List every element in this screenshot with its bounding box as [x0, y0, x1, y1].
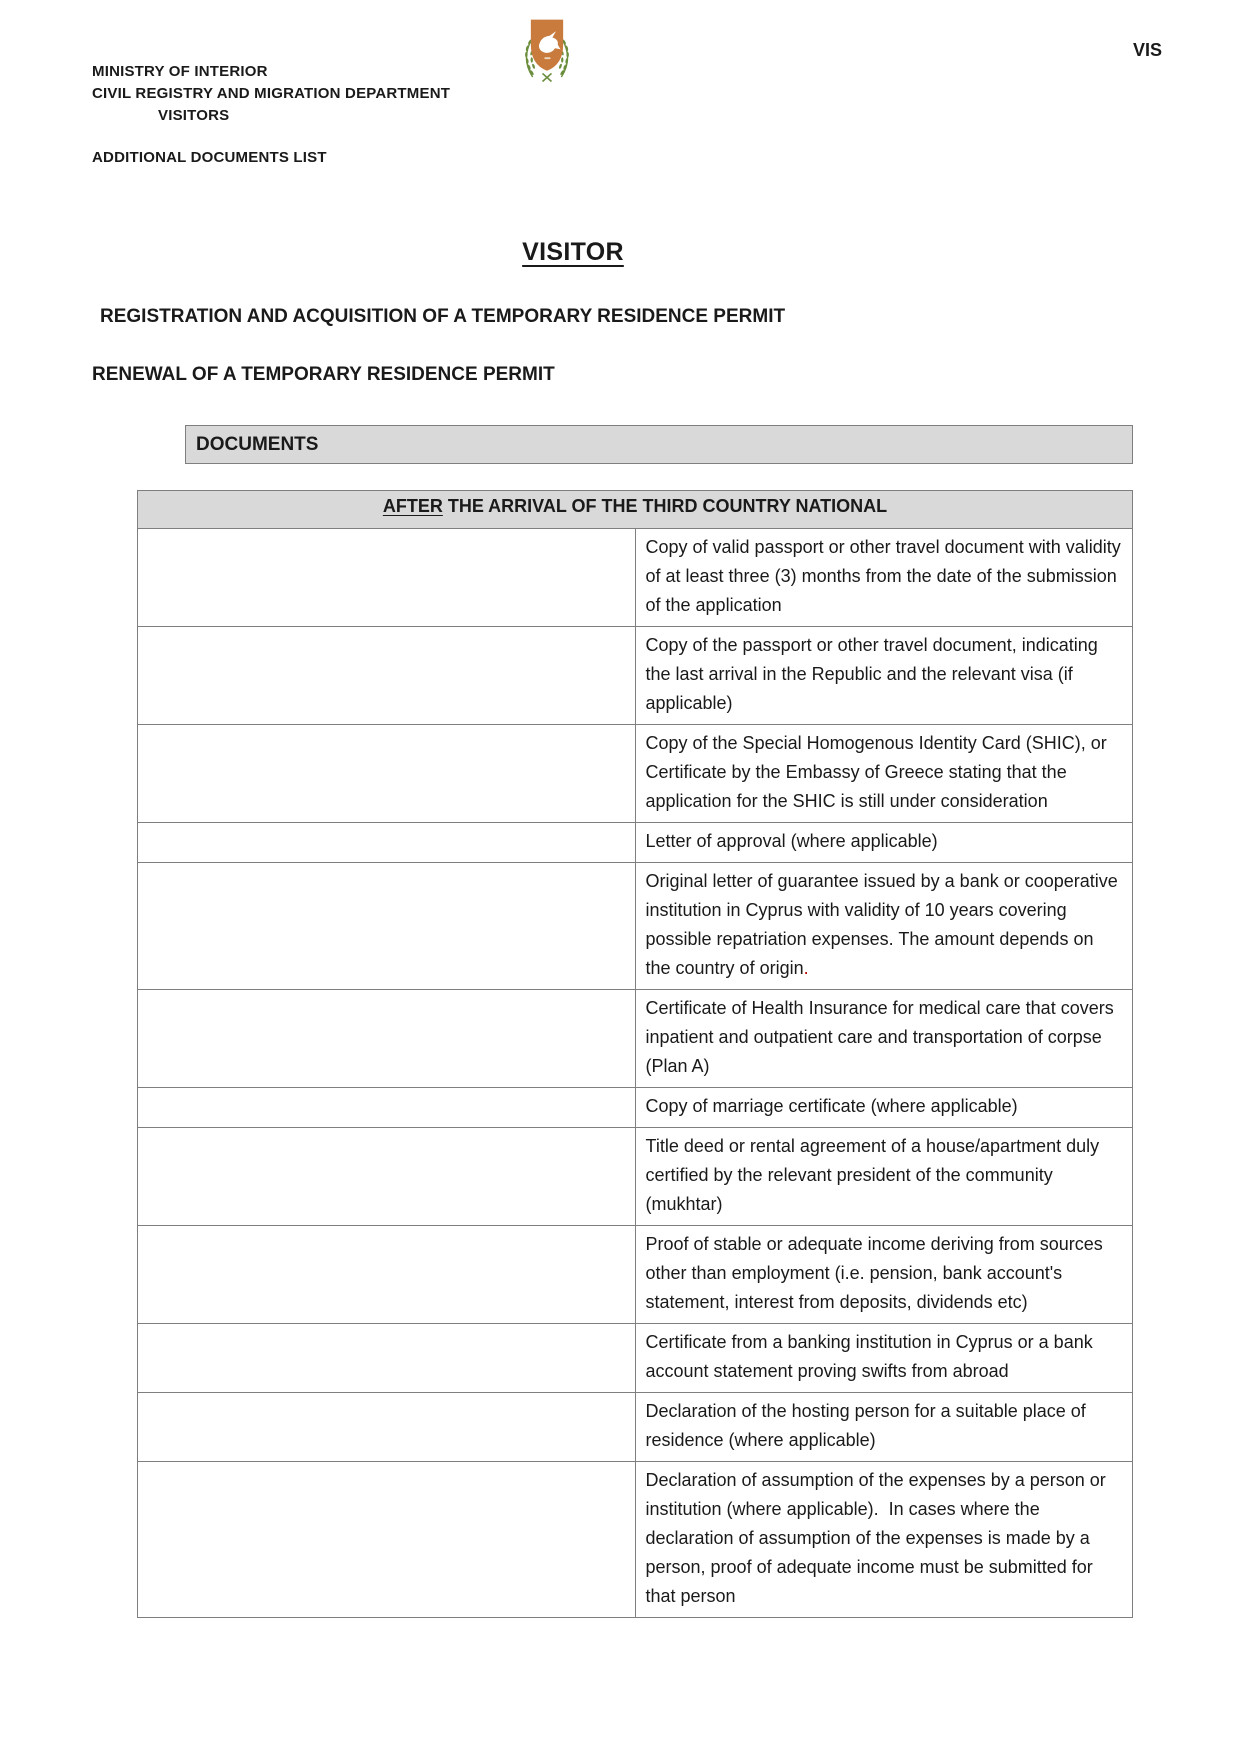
document-text: Copy of the Special Homogenous Identity Card (SHIC), or Certificate by the Embassy of Greece stating that the application for the SHIC is still under consideration [645, 733, 1112, 811]
checkbox-cell [138, 1462, 636, 1618]
registration-heading: REGISTRATION AND ACQUISITION OF A TEMPORARY RESIDENCE PERMIT [100, 306, 786, 327]
document-text: Title deed or rental agreement of a house/apartment duly certified by the relevant president of the community (mukhtar) [645, 1136, 1105, 1214]
document-item [635, 1088, 1133, 1128]
renewal-heading: RENEWAL OF A TEMPORARY RESIDENCE PERMIT [92, 364, 555, 385]
document-item [635, 1393, 1133, 1462]
table-row [138, 1128, 1133, 1226]
document-text: Declaration of the hosting person for a suitable place of residence (where applicable) [645, 1401, 1091, 1450]
documents-section-header [185, 425, 1133, 464]
table-row [138, 990, 1133, 1088]
table-row [138, 725, 1133, 823]
table-row [138, 1088, 1133, 1128]
after-rest: THE ARRIVAL OF THE THIRD COUNTRY NATIONAL [442, 496, 888, 516]
visitors-line: VISITORS [158, 107, 230, 124]
checkbox-cell [138, 1226, 636, 1324]
document-item [635, 627, 1133, 725]
table-row [138, 1324, 1133, 1393]
document-item [635, 529, 1133, 627]
document-text-suffix: . [803, 958, 809, 978]
document-item [635, 1128, 1133, 1226]
document-item [635, 1324, 1133, 1393]
cyprus-coat-of-arms-icon [520, 16, 574, 86]
table-header-cell [138, 491, 1133, 529]
document-text: Proof of stable or adequate income deriving from sources other than employment (i.e. pension, bank account's statement, interest from deposits, dividends etc) [645, 1234, 1108, 1312]
checkbox-cell [138, 863, 636, 990]
table-header-row [138, 491, 1133, 529]
table-row [138, 863, 1133, 990]
vis-tag: VIS [1133, 40, 1163, 60]
document-item [635, 823, 1133, 863]
checkbox-cell [138, 1128, 636, 1226]
checkbox-cell [138, 627, 636, 725]
table-row [138, 1393, 1133, 1462]
ministry-line: MINISTRY OF INTERIOR [92, 63, 268, 80]
document-text: Original letter of guarantee issued by a bank or cooperative institution in Cyprus with validity of 10 years covering possible repatriation expenses. The amount depends on the country of origin [645, 871, 1123, 978]
document-item [635, 1462, 1133, 1618]
checkbox-cell [138, 1393, 636, 1462]
document-item [635, 725, 1133, 823]
title-wrap [0, 238, 1146, 267]
table-row [138, 1462, 1133, 1618]
table-row [138, 823, 1133, 863]
document-text: Certificate of Health Insurance for medical care that covers inpatient and outpatient care and transportation of corpse (Plan A) [645, 998, 1119, 1076]
document-text: Copy of valid passport or other travel document with validity of at least three (3) months from the date of the submission of the application [645, 537, 1126, 615]
document-text: Certificate from a banking institution in Cyprus or a bank account statement proving swifts from abroad [645, 1332, 1098, 1381]
checkbox-cell [138, 990, 636, 1088]
ministry-header [92, 61, 450, 169]
department-line: CIVIL REGISTRY AND MIGRATION DEPARTMENT [92, 85, 451, 102]
after-underlined: AFTER [382, 496, 443, 516]
checkbox-cell [138, 823, 636, 863]
table-row [138, 529, 1133, 627]
page-title: VISITOR [522, 238, 624, 266]
document-item [635, 990, 1133, 1088]
checkbox-cell [138, 725, 636, 823]
documents-label: DOCUMENTS [196, 433, 319, 455]
documents-table [137, 490, 1133, 1618]
additional-documents-list-label: ADDITIONAL DOCUMENTS LIST [92, 149, 327, 166]
document-text: Copy of marriage certificate (where applicable) [645, 1096, 1018, 1116]
checkbox-cell [138, 1088, 636, 1128]
checkbox-cell [138, 1324, 636, 1393]
document-item [635, 863, 1133, 990]
document-text: Copy of the passport or other travel document, indicating the last arrival in the Republic and the relevant visa (if applicable) [645, 635, 1103, 713]
document-text: Letter of approval (where applicable) [645, 831, 938, 851]
document-text: Declaration of assumption of the expenses by a person or institution (where applicable). In cases where the declaration of assumption of the expenses is made by a person, proof of adequate income must be submitted for that person [645, 1470, 1111, 1606]
checkbox-cell [138, 529, 636, 627]
document-item [635, 1226, 1133, 1324]
table-row [138, 1226, 1133, 1324]
table-row [138, 627, 1133, 725]
